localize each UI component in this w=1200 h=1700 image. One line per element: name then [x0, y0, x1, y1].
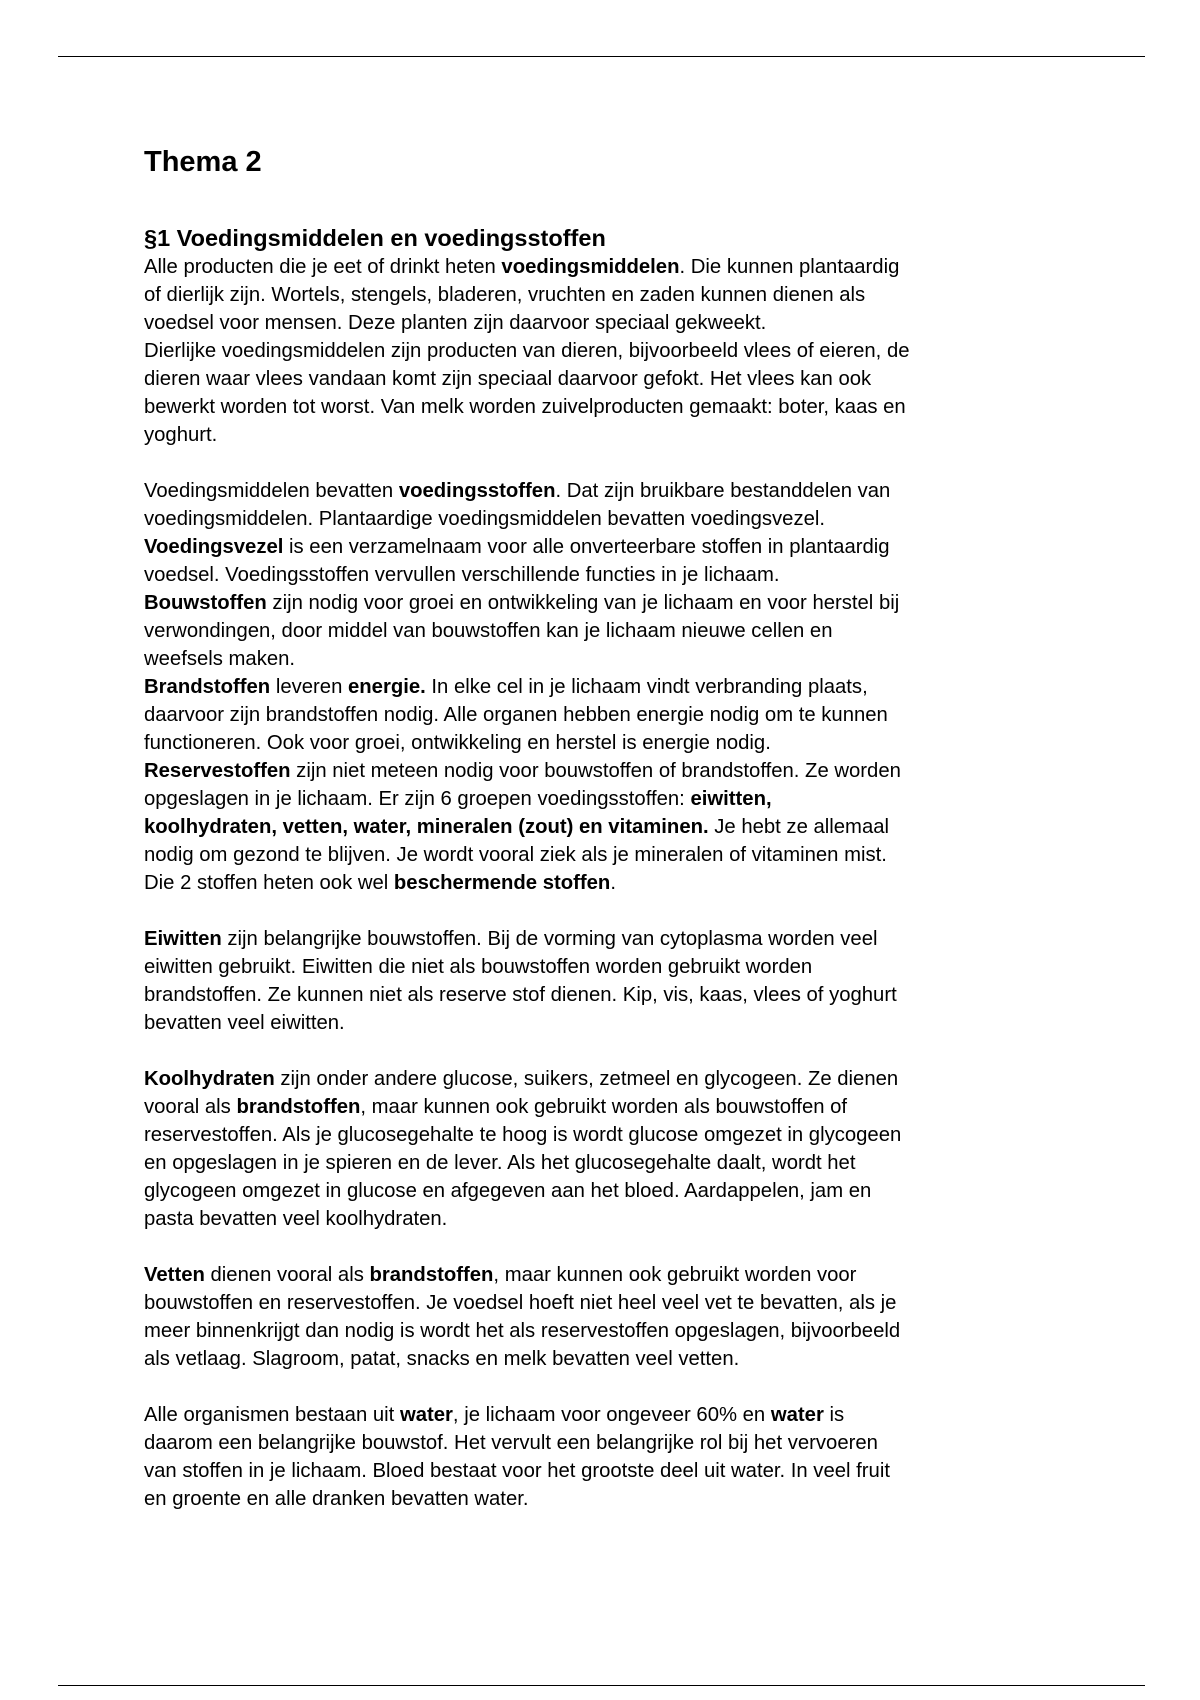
text-segment: eiwitten gebruikt. Eiwitten die niet als bouwstoffen worden gebruikt worden [144, 956, 813, 978]
paragraph [144, 925, 1104, 1037]
text-line [144, 981, 1104, 1009]
paragraph [144, 1065, 1104, 1233]
text-segment: bouwstoffen en reservestoffen. Je voedsel hoeft niet heel veel vet te bevatten, als je [144, 1292, 897, 1314]
bold-term: beschermende stoffen [393, 872, 611, 894]
text-line [144, 281, 1104, 309]
text-segment: vooral als [144, 1096, 237, 1118]
text-segment: . [610, 872, 616, 894]
page-bottom-rule [58, 1685, 1145, 1686]
bold-term: voedingsstoffen [398, 480, 556, 502]
text-segment: brandstoffen. Ze kunnen niet als reserve stof dienen. Kip, vis, kaas, vlees of yoghurt [144, 984, 897, 1006]
text-segment: of dierlijk zijn. Wortels, stengels, bladeren, vruchten en zaden kunnen dienen als [144, 284, 866, 306]
text-segment: weefsels maken. [144, 648, 296, 670]
text-segment: zijn niet meteen nodig voor bouwstoffen of brandstoffen. Ze worden [290, 760, 901, 782]
bold-term: energie. [348, 676, 426, 698]
text-line [144, 673, 1104, 701]
bold-term: Reservestoffen [144, 760, 291, 782]
text-segment: dieren waar vlees vandaan komt zijn speciaal daarvoor gefokt. Het vlees kan ook [144, 368, 872, 390]
text-segment: reservestoffen. Als je glucosegehalte te hoog is wordt glucose omgezet in glycogeen [144, 1124, 902, 1146]
text-segment: is een verzamelnaam voor alle onverteerbare stoffen in plantaardig [283, 536, 890, 558]
text-line [144, 533, 1104, 561]
text-segment: zijn belangrijke bouwstoffen. Bij de vorming van cytoplasma worden veel [221, 928, 878, 950]
section-heading: §1 Voedingsmiddelen en voedingsstoffen [144, 225, 606, 251]
bold-term: eiwitten, [690, 788, 772, 810]
text-line [144, 1429, 1104, 1457]
text-segment: daarom een belangrijke bouwstof. Het vervult een belangrijke rol bij het vervoeren [144, 1432, 878, 1454]
paragraph-gap [144, 1233, 1104, 1261]
paragraph [144, 1261, 1104, 1373]
text-line [144, 1009, 1104, 1037]
text-line [144, 1289, 1104, 1317]
text-segment: Alle organismen bestaan uit [144, 1404, 400, 1426]
text-segment: Je hebt ze allemaal [708, 816, 890, 838]
text-segment: dienen vooral als [204, 1264, 370, 1286]
text-segment: nodig om gezond te blijven. Je wordt vooral ziek als je mineralen of vitaminen mist. [144, 844, 887, 866]
paragraph-gap [144, 1373, 1104, 1401]
text-segment: bevatten veel eiwitten. [144, 1012, 345, 1034]
text-line [144, 617, 1104, 645]
text-line [144, 925, 1104, 953]
text-line [144, 589, 1104, 617]
text-line [144, 1093, 1104, 1121]
text-segment: daarvoor zijn brandstoffen nodig. Alle organen hebben energie nodig om te kunnen [144, 704, 888, 726]
text-line [144, 1177, 1104, 1205]
paragraph [144, 253, 1104, 449]
text-segment: pasta bevatten veel koolhydraten. [144, 1208, 448, 1230]
text-line [144, 561, 1104, 589]
text-line [144, 757, 1104, 785]
text-line [144, 1317, 1104, 1345]
text-line [144, 393, 1104, 421]
text-line [144, 1065, 1104, 1093]
text-line [144, 477, 1104, 505]
text-segment: glycogeen omgezet in glucose en afgegeven aan het bloed. Aardappelen, jam en [144, 1180, 872, 1202]
text-segment: voedsel. Voedingsstoffen vervullen verschillende functies in je lichaam. [144, 564, 780, 586]
bold-term: Bouwstoffen [144, 592, 267, 614]
bold-term: water [399, 1404, 453, 1426]
text-line [144, 337, 1104, 365]
bold-term: Voedingsvezel [144, 536, 284, 558]
text-line [144, 1261, 1104, 1289]
text-segment: zijn onder andere glucose, suikers, zetmeel en glycogeen. Ze dienen [274, 1068, 899, 1090]
paragraph-gap [144, 1037, 1104, 1065]
text-line [144, 701, 1104, 729]
document-body [144, 138, 1104, 1513]
text-line [144, 869, 1104, 897]
text-line [144, 953, 1104, 981]
bold-term: Brandstoffen [144, 676, 271, 698]
text-segment: voedingsmiddelen. Plantaardige voedingsmiddelen bevatten voedingsvezel. [144, 508, 826, 530]
bold-term: Vetten [144, 1264, 205, 1286]
bold-term: water [770, 1404, 824, 1426]
paragraph-gap [144, 897, 1104, 925]
text-segment: als vetlaag. Slagroom, patat, snacks en melk bevatten veel vetten. [144, 1348, 740, 1370]
text-segment: Alle producten die je eet of drinkt heten [144, 256, 502, 278]
text-segment: . Die kunnen plantaardig [679, 256, 900, 278]
page-top-rule [58, 56, 1145, 57]
text-segment: yoghurt. [144, 424, 218, 446]
text-line [144, 421, 1104, 449]
text-line [144, 645, 1104, 673]
text-line [144, 1345, 1104, 1373]
text-line [144, 1205, 1104, 1233]
text-line [144, 1121, 1104, 1149]
text-segment: bewerkt worden tot worst. Van melk worden zuivelproducten gemaakt: boter, kaas en [144, 396, 906, 418]
text-segment: verwondingen, door middel van bouwstoffen kan je lichaam nieuwe cellen en [144, 620, 833, 642]
bold-term: voedingsmiddelen [501, 256, 680, 278]
text-segment: Voedingsmiddelen bevatten [144, 480, 399, 502]
text-line [144, 309, 1104, 337]
text-line [144, 841, 1104, 869]
bold-term: Koolhydraten [144, 1068, 275, 1090]
text-line [144, 1149, 1104, 1177]
paragraph [144, 1401, 1104, 1513]
text-line [144, 505, 1104, 533]
bold-term: koolhydraten, vetten, water, mineralen (zout) en vitaminen. [144, 816, 709, 838]
bold-term: brandstoffen [369, 1264, 494, 1286]
text-segment: . Dat zijn bruikbare bestanddelen van [555, 480, 891, 502]
paragraph [144, 477, 1104, 897]
paragraph-container [144, 253, 1104, 1513]
text-segment: functioneren. Ook voor groei, ontwikkeling en herstel is energie nodig. [144, 732, 771, 754]
text-segment: Die 2 stoffen heten ook wel [144, 872, 394, 894]
text-segment: meer binnenkrijgt dan nodig is wordt het als reservestoffen opgeslagen, bijvoorbeeld [144, 1320, 901, 1342]
bold-term: brandstoffen [236, 1096, 361, 1118]
text-segment: , je lichaam voor ongeveer 60% en [452, 1404, 771, 1426]
text-line [144, 1457, 1104, 1485]
text-segment: In elke cel in je lichaam vindt verbranding plaats, [425, 676, 868, 698]
paragraph-gap [144, 449, 1104, 477]
text-segment: en groente en alle dranken bevatten water. [144, 1488, 529, 1510]
bold-term: Eiwitten [144, 928, 222, 950]
text-line [144, 1401, 1104, 1429]
text-segment: is [823, 1404, 845, 1426]
text-line [144, 1485, 1104, 1513]
text-segment: voedsel voor mensen. Deze planten zijn daarvoor speciaal gekweekt. [144, 312, 767, 334]
text-segment: en opgeslagen in je spieren en de lever. Als het glucosegehalte daalt, wordt het [144, 1152, 856, 1174]
text-line [144, 813, 1104, 841]
text-segment: leveren [270, 676, 348, 698]
text-segment: , maar kunnen ook gebruikt worden als bouwstoffen of [360, 1096, 848, 1118]
text-line [144, 253, 1104, 281]
text-segment: , maar kunnen ook gebruikt worden voor [493, 1264, 857, 1286]
text-segment: opgeslagen in je lichaam. Er zijn 6 groepen voedingsstoffen: [144, 788, 691, 810]
page-title: Thema 2 [144, 146, 262, 178]
text-segment: Dierlijke voedingsmiddelen zijn producten van dieren, bijvoorbeeld vlees of eieren, de [144, 340, 910, 362]
text-line [144, 785, 1104, 813]
text-segment: zijn nodig voor groei en ontwikkeling van je lichaam en voor herstel bij [266, 592, 900, 614]
text-line [144, 365, 1104, 393]
text-segment: van stoffen in je lichaam. Bloed bestaat voor het grootste deel uit water. In veel fruit [144, 1460, 890, 1482]
text-line [144, 729, 1104, 757]
